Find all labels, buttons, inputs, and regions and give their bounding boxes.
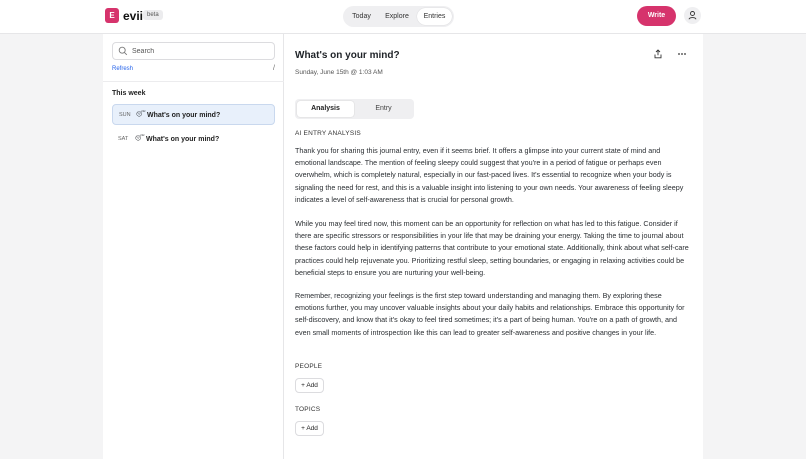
top-bar [0, 0, 806, 34]
slash-separator: / [273, 65, 275, 72]
app-name[interactable]: evii [123, 9, 144, 23]
group-label: This week [112, 90, 146, 97]
analysis-heading: AI ENTRY ANALYSIS [295, 130, 361, 137]
tab-analysis[interactable]: Analysis [297, 101, 354, 117]
topics-label: TOPICS [295, 406, 321, 413]
entry-list-item[interactable] [112, 104, 275, 125]
entry-view-toggle [295, 99, 414, 119]
search-icon [118, 46, 128, 56]
more-options-icon[interactable] [677, 49, 687, 59]
tab-today[interactable]: Today [352, 13, 371, 20]
entry-list-item[interactable] [112, 129, 275, 150]
entry-day: SUN [119, 112, 131, 118]
analysis-paragraph: Thank you for sharing this journal entry, even if it seems brief. It offers a glimpse into your current state of mind and emotional landscape. The mention of feeling sleepy could suggest that you're in a period of fatigue or perhaps even overwhelm, which is completely natural, especially in our fast-paced lives. It's essential to recognize when your body is signaling the need for rest, and this is a valuable insight into listening to your own needs. Your awareness of feeling sleepy indicates a level of self-awareness that is crucial for personal growth. [295, 146, 684, 204]
refresh-link[interactable]: Refresh [112, 66, 134, 72]
add-person-button[interactable]: + Add [295, 378, 324, 393]
add-topic-button[interactable]: + Add [295, 421, 324, 436]
entry-day: SAT [118, 136, 129, 142]
app-logo[interactable]: E [105, 8, 119, 23]
page-title: What's on your mind? [295, 50, 400, 61]
write-button[interactable]: Write [637, 6, 676, 26]
main-nav [343, 6, 454, 27]
user-menu-button[interactable] [684, 7, 701, 24]
tab-explore[interactable]: Explore [385, 13, 409, 20]
analysis-paragraph: Remember, recognizing your feelings is the first step toward understanding and managing them. By exploring these emotions further, you may uncover valuable insights about your daily habits and relationships. Embrace this opportunity for self-discovery, and know that it's okay to feel tired sometimes; it's a part of being human. You're on a path of growth, and even small moments of introspection like this can lead to greater self-awareness and positive changes in your life. [295, 291, 685, 337]
search-input[interactable] [132, 44, 272, 58]
sidebar-divider [103, 81, 284, 82]
entry-title: What's on your mind? [146, 136, 220, 143]
entry-title: What's on your mind? [147, 112, 221, 119]
share-icon[interactable] [653, 49, 663, 59]
sleepy-emoji-icon: 😴 [135, 136, 145, 142]
entry-date: Sunday, June 15th @ 1:03 AM [295, 69, 383, 76]
entry-detail [284, 34, 703, 459]
tab-entries[interactable]: Entries [417, 8, 452, 25]
tab-entry[interactable]: Entry [375, 105, 392, 112]
analysis-paragraph: While you may feel tired now, this moment can be an opportunity for reflection on what has led to this fatigue. Consider if there are specific stressors or responsibilities in your life that may be draining your energy. Taking the time to journal about these factors could help in identifying patterns that contribute to your emotional state. Additionally, think about what self-care practices could help rejuvenate you. Prioritizing restful sleep, setting boundaries, or engaging in relaxing activities could be beneficial steps to ensure you are nurturing your well-being. [295, 219, 689, 277]
user-icon [684, 7, 701, 24]
search-box[interactable] [112, 42, 275, 60]
people-label: PEOPLE [295, 363, 323, 370]
entries-sidebar [103, 34, 284, 459]
sleepy-emoji-icon: 😴 [136, 112, 146, 118]
beta-badge: beta [143, 10, 163, 20]
